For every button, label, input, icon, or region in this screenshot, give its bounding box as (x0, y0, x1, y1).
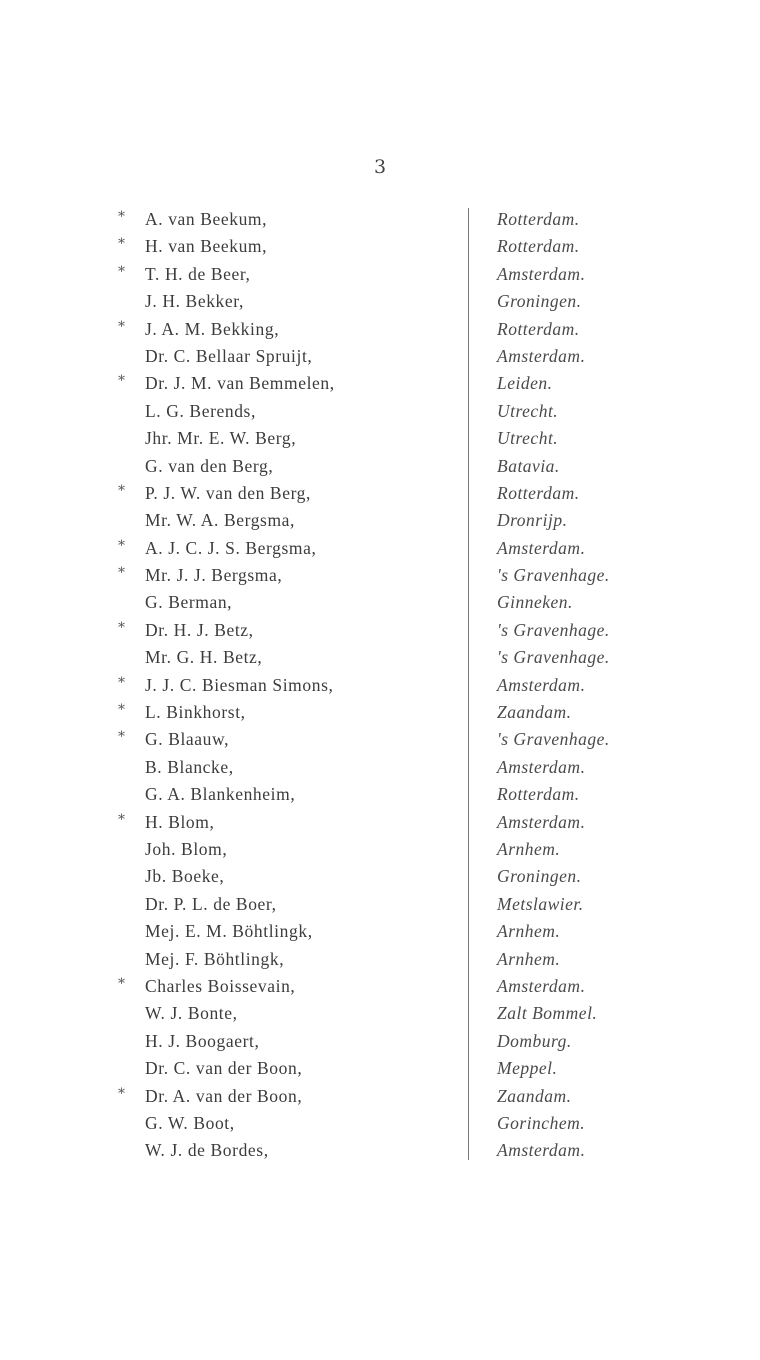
member-marker-asterisk: * (118, 975, 125, 992)
member-name: Dr. C. Bellaar Spruijt, (145, 345, 313, 366)
member-residence: Domburg. (497, 1030, 572, 1051)
member-entry (118, 398, 638, 425)
member-entry (118, 453, 638, 480)
member-name: Dr. J. M. van Bemmelen, (145, 373, 335, 394)
member-name: Mr. G. H. Betz, (145, 647, 263, 668)
member-marker-asterisk: * (118, 209, 125, 225)
member-entry (118, 535, 638, 562)
member-entry (118, 233, 638, 260)
member-entry (118, 206, 638, 233)
member-entry (118, 288, 638, 315)
member-entry (118, 507, 638, 534)
member-name: G. van den Berg, (145, 455, 274, 476)
member-residence: Amsterdam. (497, 811, 586, 832)
member-name: T. H. de Beer, (145, 263, 251, 284)
member-residence: Gorinchem. (497, 1112, 586, 1133)
member-marker-asterisk: * (118, 729, 125, 746)
member-marker-asterisk: * (118, 236, 125, 253)
member-register-list (118, 206, 638, 1165)
member-name: H. van Beekum, (145, 236, 268, 257)
member-residence: Groningen. (497, 291, 582, 312)
member-residence: Meppel. (497, 1058, 558, 1079)
member-residence: Amsterdam. (497, 345, 586, 366)
member-name: J. H. Bekker, (145, 291, 244, 312)
member-name: W. J. de Bordes, (145, 1140, 269, 1161)
member-residence: Zaandam. (497, 702, 572, 723)
member-entry (118, 1000, 638, 1027)
member-name: L. Binkhorst, (145, 702, 246, 723)
member-residence: Rotterdam. (497, 318, 580, 339)
member-entry (118, 918, 638, 945)
member-name: B. Blancke, (145, 756, 234, 777)
member-name: Joh. Blom, (145, 838, 228, 859)
member-residence: Ginneken. (497, 592, 573, 613)
member-residence: Rotterdam. (497, 236, 580, 257)
member-name: L. G. Berends, (145, 400, 256, 421)
member-residence: Utrecht. (497, 428, 559, 449)
member-marker-asterisk: * (118, 1085, 125, 1102)
member-name: Charles Boissevain, (145, 975, 296, 996)
member-name: G. A. Blankenheim, (145, 784, 296, 805)
member-name: Mej. F. Böhtlingk, (145, 948, 285, 969)
member-entry (118, 316, 638, 343)
member-name: G. Blaauw, (145, 729, 230, 750)
member-residence: Rotterdam. (497, 209, 580, 229)
member-residence: Groningen. (497, 866, 582, 887)
member-residence: Rotterdam. (497, 482, 580, 503)
member-marker-asterisk: * (118, 674, 125, 691)
member-entry (118, 1083, 638, 1110)
member-entry (118, 480, 638, 507)
member-entry (118, 617, 638, 644)
page-number: 3 (373, 156, 387, 178)
member-entry (118, 973, 638, 1000)
member-entry (118, 699, 638, 726)
member-residence: Dronrijp. (497, 510, 568, 531)
member-marker-asterisk: * (118, 619, 125, 636)
member-entry (118, 1055, 638, 1082)
member-entry (118, 726, 638, 753)
member-name: W. J. Bonte, (145, 1003, 238, 1024)
member-entry (118, 1028, 638, 1055)
member-entry (118, 425, 638, 452)
member-entry (118, 781, 638, 808)
member-name: J. J. C. Biesman Simons, (145, 674, 334, 695)
member-marker-asterisk: * (118, 373, 125, 390)
member-residence: 's Gravenhage. (497, 565, 610, 586)
member-entry (118, 809, 638, 836)
member-name: Mr. J. J. Bergsma, (145, 565, 283, 586)
member-entry (118, 1110, 638, 1137)
member-residence: Amsterdam. (497, 537, 586, 558)
member-entry (118, 672, 638, 699)
member-residence: Zaandam. (497, 1085, 572, 1106)
member-name: Mej. E. M. Böhtlingk, (145, 921, 313, 942)
member-entry (118, 562, 638, 589)
member-residence: Rotterdam. (497, 784, 580, 805)
member-name: Dr. H. J. Betz, (145, 619, 254, 640)
member-entry (118, 754, 638, 781)
member-name: Dr. A. van der Boon, (145, 1085, 303, 1106)
member-name: A. J. C. J. S. Bergsma, (145, 537, 317, 558)
member-marker-asterisk: * (118, 318, 125, 335)
member-name: Dr. P. L. de Boer, (145, 893, 277, 914)
member-name: H. J. Boogaert, (145, 1030, 260, 1051)
member-entry (118, 261, 638, 288)
member-residence: Metslawier. (497, 893, 584, 914)
member-name: P. J. W. van den Berg, (145, 482, 312, 503)
member-residence: Leiden. (497, 373, 553, 394)
member-entry (118, 946, 638, 973)
member-residence: Arnhem. (497, 838, 561, 859)
member-name: G. W. Boot, (145, 1112, 235, 1133)
member-name: Mr. W. A. Bergsma, (145, 510, 296, 531)
member-name: Jb. Boeke, (145, 866, 225, 887)
member-residence: Amsterdam. (497, 674, 586, 695)
member-residence: Batavia. (497, 455, 560, 476)
member-name: J. A. M. Bekking, (145, 318, 280, 339)
member-entry (118, 343, 638, 370)
member-name: Dr. C. van der Boon, (145, 1058, 303, 1079)
member-name: H. Blom, (145, 811, 215, 832)
member-residence: 's Gravenhage. (497, 619, 610, 640)
member-residence: 's Gravenhage. (497, 647, 610, 668)
member-marker-asterisk: * (118, 482, 125, 499)
member-marker-asterisk: * (118, 811, 125, 828)
member-residence: Utrecht. (497, 400, 559, 421)
member-entry (118, 644, 638, 671)
member-entry (118, 1137, 638, 1164)
member-entry (118, 836, 638, 863)
member-residence: Arnhem. (497, 948, 561, 969)
member-residence: Amsterdam. (497, 263, 586, 284)
member-residence: 's Gravenhage. (497, 729, 610, 750)
member-marker-asterisk: * (118, 565, 125, 582)
member-entry (118, 589, 638, 616)
member-entry (118, 370, 638, 397)
member-name: A. van Beekum, (145, 209, 268, 229)
member-name: G. Berman, (145, 592, 233, 613)
member-marker-asterisk: * (118, 537, 125, 554)
member-marker-asterisk: * (118, 263, 125, 280)
member-residence: Amsterdam. (497, 975, 586, 996)
member-marker-asterisk: * (118, 702, 125, 719)
member-residence: Amsterdam. (497, 1140, 586, 1161)
member-residence: Arnhem. (497, 921, 561, 942)
member-name: Jhr. Mr. E. W. Berg, (145, 428, 297, 449)
member-entry (118, 891, 638, 918)
member-residence: Zalt Bommel. (497, 1003, 598, 1024)
member-residence: Amsterdam. (497, 756, 586, 777)
member-entry (118, 863, 638, 890)
